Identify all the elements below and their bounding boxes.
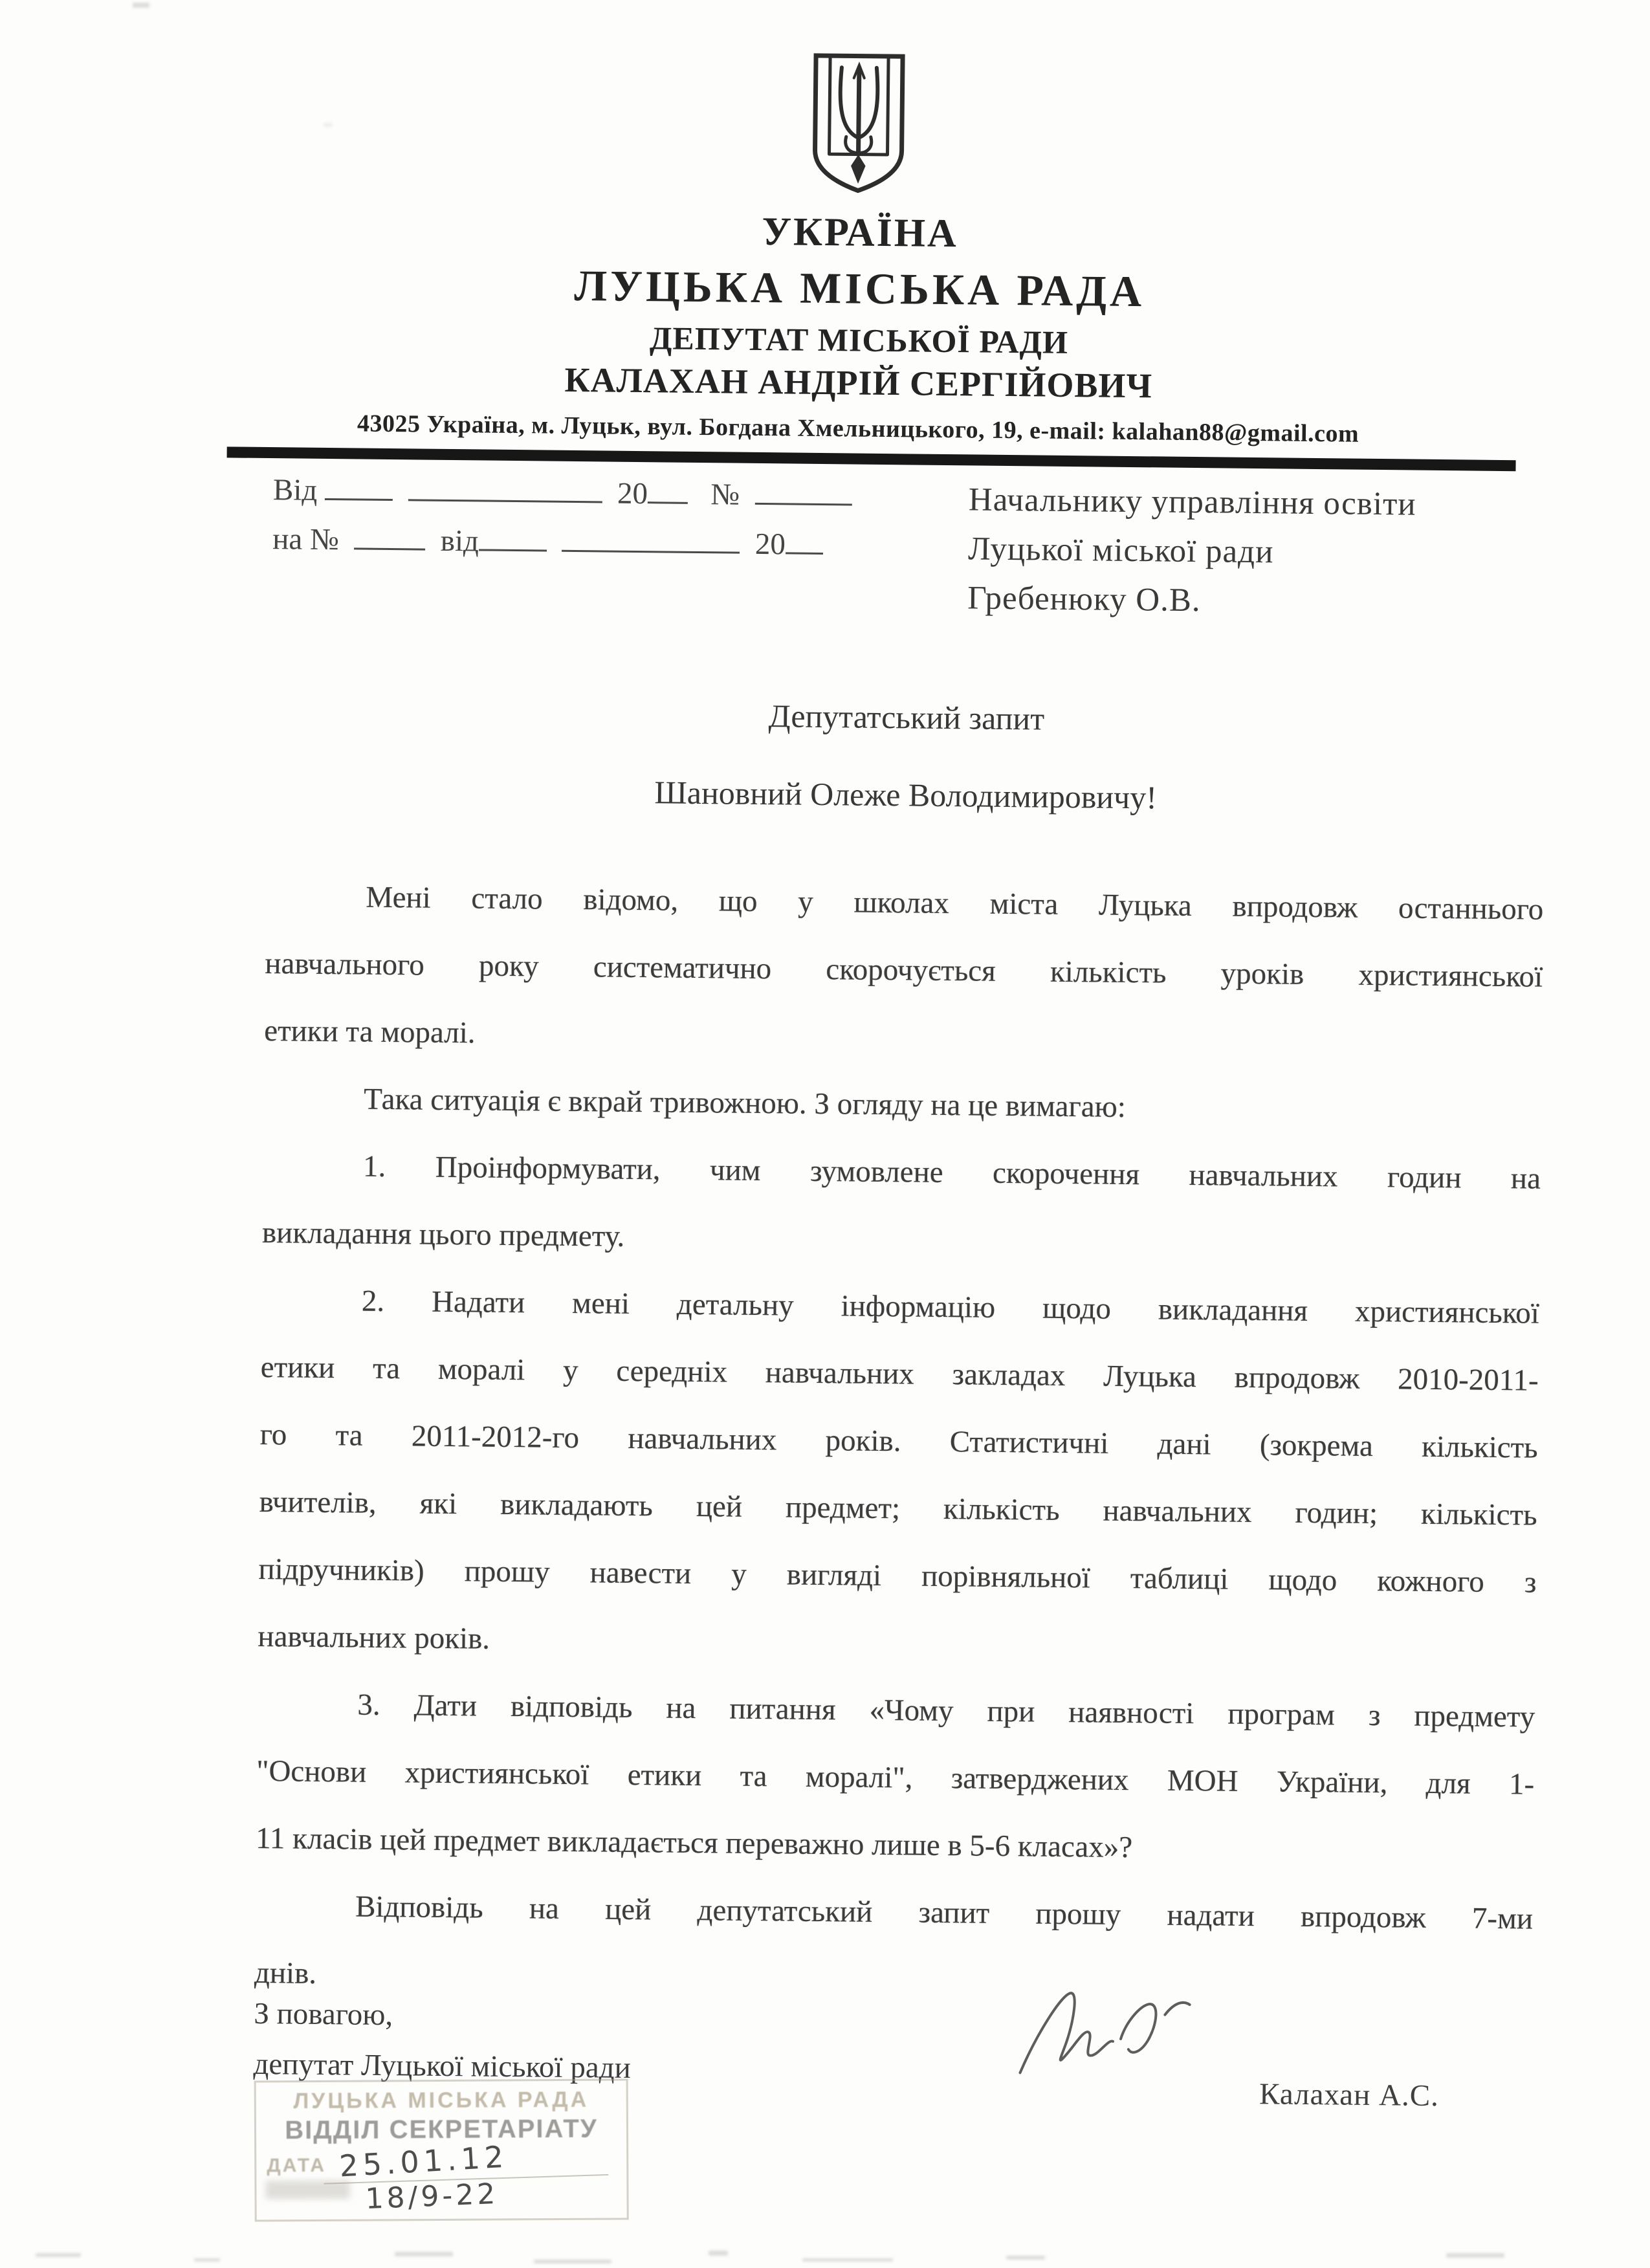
- letterhead-address: 43025 Україна, м. Луцьк, вул. Богдана Хмельницького, 19, e-mail: kalahan88@gmail.com: [357, 410, 1359, 448]
- body-line: днів.: [254, 1955, 317, 1990]
- body-line: 3. Дати відповідь на питання «Чому при наявності програм з предмету: [357, 1688, 1535, 1734]
- addressee-line: Луцької міської ради: [967, 531, 1274, 571]
- ref-blank: [325, 472, 393, 501]
- ref-year-1: 20: [617, 476, 648, 511]
- ref-year-2: 20: [754, 527, 786, 562]
- addressee-line: Начальнику управління освіти: [968, 481, 1416, 523]
- stamp-dept: ВІДДІЛ СЕКРЕТАРІАТУ: [285, 2114, 598, 2145]
- letterhead-role: ДЕПУТАТ МІСЬКОЇ РАДИ: [649, 320, 1069, 360]
- scan-noise: [133, 3, 149, 8]
- body-line: го та 2011-2012-го навчальних років. Статистичні дані (зокрема кількість: [259, 1417, 1538, 1465]
- scan-noise: [534, 2260, 611, 2263]
- addressee-line: Гребенюку О.В.: [967, 580, 1201, 619]
- body-line: 11 класів цей предмет викладається переважно лише в 5-6 класах»?: [255, 1821, 1133, 1865]
- body-line: "Основи християнської етики та моралі", затверджених МОН України, для 1-: [256, 1754, 1535, 1801]
- letterhead-council: ЛУЦЬКА МІСЬКА РАДА: [574, 260, 1145, 316]
- body-line: навчального року систематично скорочується кількість уроків християнської: [265, 947, 1543, 994]
- ref-blank: [786, 526, 823, 555]
- body-line: вчителів, які викладають цей предмет; кількість навчальних годин; кількість: [259, 1484, 1537, 1532]
- letterhead-divider-bar: [227, 446, 1516, 471]
- body-line: підручників) прошу навести у вигляді порівняльної таблиці щодо кожного з: [258, 1552, 1537, 1600]
- ref-blank: [354, 522, 425, 550]
- scan-noise: [194, 2258, 220, 2262]
- ref-blank: [479, 523, 547, 551]
- stamp-date-label: ДАТА: [267, 2154, 327, 2177]
- stamp-date-handwritten: 25.01.12: [338, 2139, 509, 2184]
- body-line: Мені стало відомо, що у школах міста Луцька впродовж останнього: [366, 880, 1544, 927]
- scan-noise: [1446, 2253, 1504, 2258]
- stamp-faded-label: [265, 2181, 349, 2199]
- ref-blank: [648, 476, 688, 504]
- scan-noise: [36, 2253, 81, 2257]
- body-line: Відповідь на цей депутатський запит прошу надати впродовж 7-ми: [355, 1889, 1534, 1936]
- closing-position: депутат Луцької міської ради: [253, 2047, 632, 2086]
- body-line: Така ситуація є вкрай тривожною. З огляду на це вимагаю:: [363, 1082, 1127, 1124]
- registry-stamp: [254, 2078, 629, 2221]
- ref-blank: [754, 477, 852, 506]
- scan-noise: [1006, 2256, 1045, 2260]
- ref-reply-from: від: [440, 523, 479, 558]
- scan-noise: [709, 2251, 728, 2256]
- scan-noise: [802, 2258, 893, 2262]
- ref-blank: [562, 524, 740, 554]
- document-title: Депутатський запит: [768, 698, 1045, 737]
- body-line: етики та моралі у середніх навчальних закладах Луцька впродовж 2010-2011-: [260, 1350, 1539, 1398]
- body-line: етики та моралі.: [263, 1014, 476, 1050]
- stamp-entry-number-handwritten: 18/9-22: [364, 2177, 500, 2216]
- scan-noise: [395, 2252, 453, 2256]
- body-line: навчальних років.: [258, 1619, 490, 1656]
- closing-regards: З повагою,: [254, 1996, 393, 2032]
- letterhead-country: УКРАЇНА: [762, 210, 959, 256]
- letter-body: [254, 863, 1543, 2020]
- reference-line-1: [273, 472, 852, 513]
- ref-reply-prefix: на №: [272, 522, 340, 557]
- addressee-block: [967, 475, 1416, 627]
- ukraine-trident-emblem-icon: [809, 45, 908, 205]
- body-line: 2. Надати мені детальну інформацію щодо викладання християнської: [361, 1284, 1540, 1330]
- stamp-org: ЛУЦЬКА МІСЬКА РАДА: [293, 2087, 589, 2114]
- signer-name: Калахан А.С.: [1259, 2077, 1440, 2113]
- signature-scribble: [1010, 1976, 1205, 2097]
- ref-number-sign: №: [710, 478, 740, 512]
- scan-noise: [324, 123, 333, 127]
- body-line: 1. Проінформувати, чим зумовлене скорочення навчальних годин на: [362, 1149, 1541, 1196]
- body-line: викладання цього предмету.: [261, 1215, 625, 1253]
- closing-block: [253, 1988, 632, 2093]
- ref-blank: [408, 473, 602, 503]
- reference-line-2: [272, 521, 823, 562]
- ref-from-label: Від: [272, 473, 318, 507]
- letterhead-deputy-name: КАЛАХАН АНДРІЙ СЕРГІЙОВИЧ: [564, 360, 1153, 406]
- salutation: Шановний Олеже Володимировичу!: [654, 774, 1158, 816]
